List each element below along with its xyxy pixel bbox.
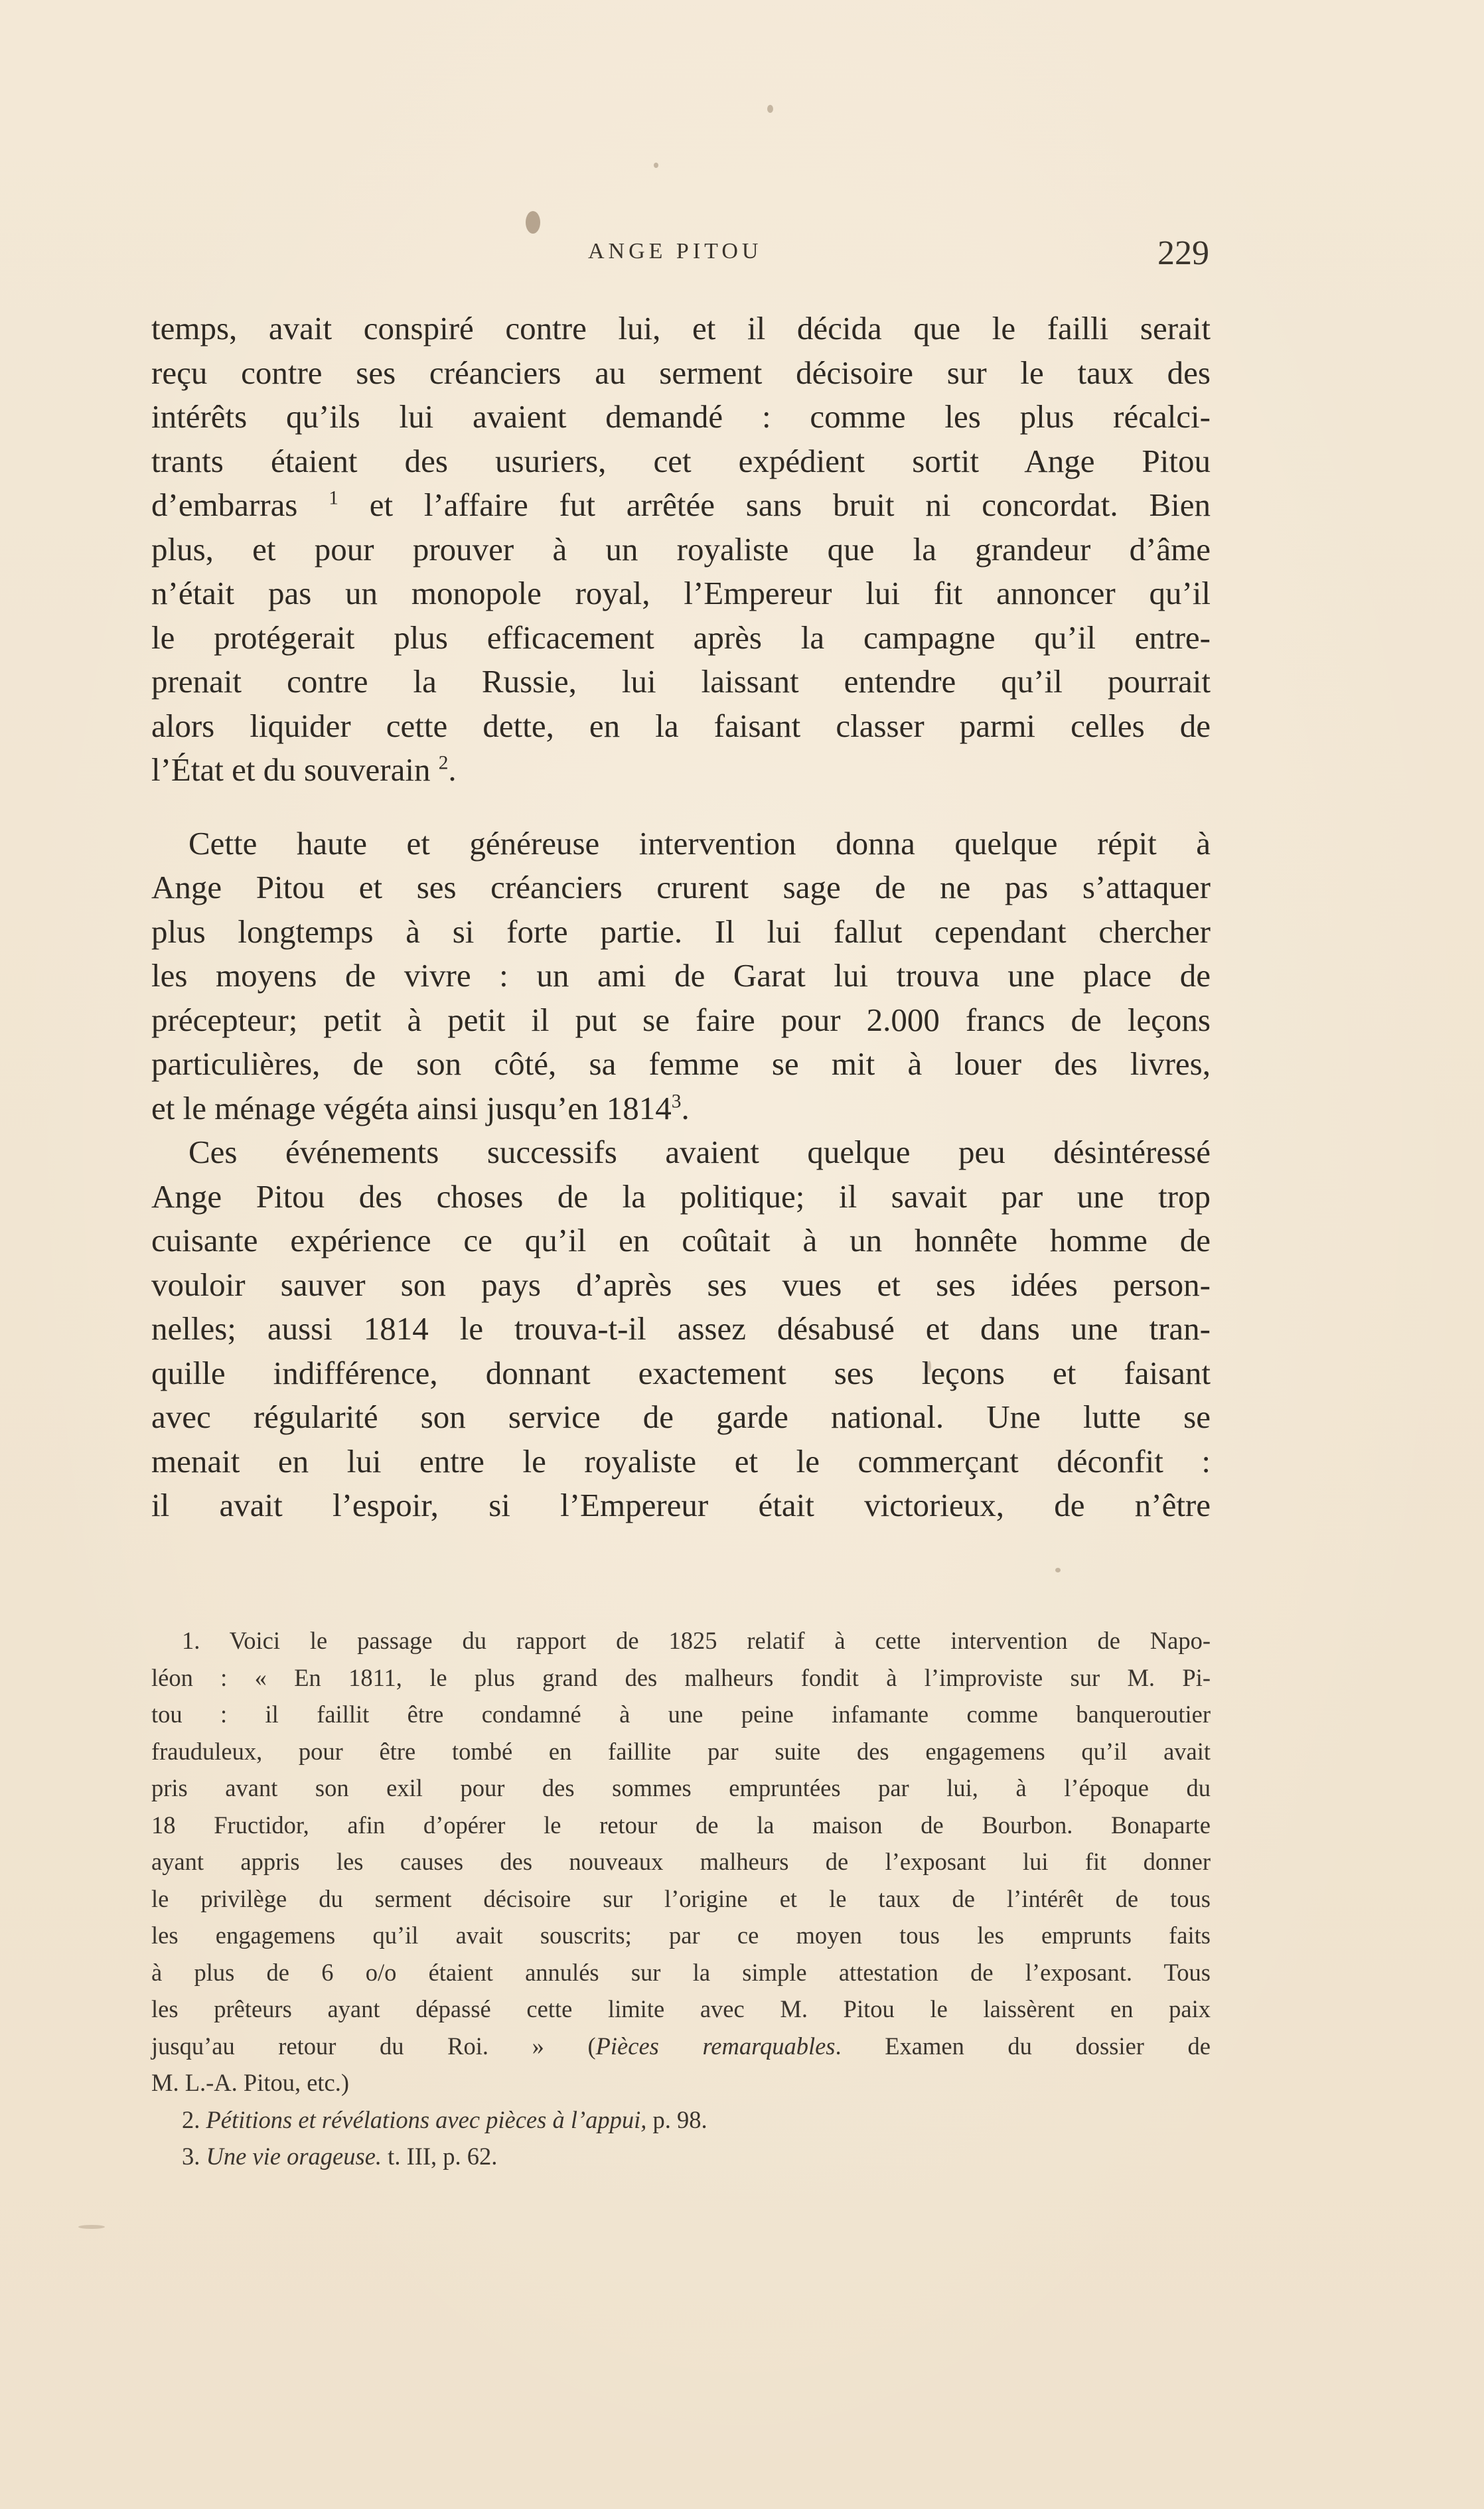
text-line: reçu contre ses créanciers au serment décisoire sur le taux des — [151, 354, 1211, 391]
footnote-ref-2: 2 — [438, 752, 449, 774]
text-fragment: t. III, p. 62. — [388, 2143, 498, 2170]
footnote-ref-3: 3 — [671, 1091, 682, 1112]
text-fragment: . — [681, 1089, 690, 1126]
footnote-line — [151, 2028, 1211, 2065]
text-line: Ange Pitou et ses créanciers crurent sage de ne pas s’attaquer — [151, 869, 1211, 905]
text-fragment: Ces événements successifs avaient quelque peu désintéressé — [188, 1134, 1211, 1170]
text-fragment: et le ménage végéta ainsi jusqu’en 1814 — [151, 1089, 672, 1126]
text-line: intérêts qu’ils lui avaient demandé : comme les plus récalci- — [151, 398, 1211, 435]
paragraph-gap — [151, 793, 1211, 822]
foxing-spot — [1055, 1568, 1061, 1572]
page-header — [153, 234, 1209, 280]
footnote-line: 18 Fructidor, afin d’opérer le retour de la maison de Bourbon. Bonaparte — [151, 1811, 1211, 1839]
footnotes — [151, 1622, 1211, 2175]
citation-title: Pétitions et révélations avec pièces à l’appui, — [206, 2105, 647, 2133]
text-fragment: Cette haute et généreuse intervention donna quelque répit à — [188, 824, 1211, 862]
text-line: nelles; aussi 1814 le trouva-t-il assez désabusé et dans une tran- — [151, 1310, 1211, 1347]
text-line: Ange Pitou des choses de la politique; il savait par une trop — [151, 1178, 1211, 1215]
footnote-line: les prêteurs ayant dépassé cette limite avec M. Pitou le laissèrent en paix — [151, 1995, 1211, 2022]
text-line — [151, 748, 1211, 793]
text-line: n’était pas un monopole royal, l’Empereur lui fit annoncer qu’il — [151, 575, 1211, 611]
text-line — [151, 822, 1211, 866]
footnote-line: M. L.-A. Pitou, etc.) — [151, 2069, 350, 2096]
footnote-line: à plus de 6 o/o étaient annulés sur la simple attestation de l’exposant. Tous — [151, 1958, 1211, 1986]
text-fragment: d’embarras — [151, 487, 298, 523]
text-line: trants étaient des usuriers, cet expédient sortit Ange Pitou — [151, 442, 1211, 479]
footnote-ref-1: 1 — [329, 487, 338, 509]
foxing-spot — [526, 211, 540, 234]
citation-title: Pièces remarquables — [595, 2032, 836, 2060]
text-line: avec régularité son service de garde national. Une lutte se — [151, 1399, 1211, 1435]
text-line — [151, 483, 1211, 528]
text-line: plus longtemps à si forte partie. Il lui fallut cependant chercher — [151, 913, 1211, 950]
footnote-line — [151, 1622, 1211, 1659]
footnote-line: le privilège du serment décisoire sur l’origine et le taux de l’intérêt de tous — [151, 1884, 1211, 1912]
text-line: particulières, de son côté, sa femme se mit à louer des livres, — [151, 1045, 1211, 1082]
text-line: prenait contre la Russie, lui laissant entendre qu’il pourrait — [151, 663, 1211, 700]
text-line: plus, et pour prouver à un royaliste que la grandeur d’âme — [151, 530, 1211, 568]
foxing-spot — [78, 2225, 105, 2229]
citation-title: Une vie orageuse. — [206, 2143, 382, 2170]
text-line: quille indifférence, donnant exactement ses leçons et faisant — [151, 1354, 1211, 1391]
text-line: cuisante expérience ce qu’il en coûtait à un honnête homme de — [151, 1222, 1211, 1258]
text-fragment: . — [448, 751, 457, 788]
footnote-line: frauduleux, pour être tombé en faillite par suite des engagemens qu’il avait — [151, 1737, 1211, 1765]
foxing-spot — [654, 163, 658, 168]
text-line: temps, avait conspiré contre lui, et il décida que le failli serait — [151, 310, 1211, 346]
footnote-2 — [151, 2101, 1211, 2139]
running-title: ANGE PITOU — [588, 239, 763, 264]
footnote-line: les engagemens qu’il avait souscrits; par ce moyen tous les emprunts faits — [151, 1922, 1211, 1949]
text-line: le protégerait plus efficacement après la campagne qu’il entre- — [151, 619, 1211, 656]
text-fragment: et l’affaire fut arrêtée sans bruit ni concordat. Bien — [369, 487, 1211, 523]
page-number: 229 — [1157, 234, 1209, 272]
text-fragment: p. 98. — [652, 2105, 707, 2133]
footnote-line: ayant appris les causes des nouveaux malheurs de l’exposant lui fit donner — [151, 1848, 1211, 1875]
text-fragment: 1. Voici le passage du rapport de 1825 relatif à cette intervention de Napo- — [182, 1627, 1211, 1654]
text-line: il avait l’espoir, si l’Empereur était victorieux, de n’être — [151, 1487, 1211, 1523]
text-line: les moyens de vivre : un ami de Garat lui trouva une place de — [151, 957, 1211, 994]
foxing-spot — [767, 105, 773, 113]
text-fragment: . Examen du dossier de — [835, 2032, 1211, 2060]
text-fragment: jusqu’au retour du Roi. » ( — [151, 2032, 596, 2060]
text-line: menait en lui entre le royaliste et le commerçant déconfit : — [151, 1442, 1211, 1480]
text-line — [151, 1130, 1211, 1175]
footnote-line: pris avant son exil pour des sommes empruntées par lui, à l’époque du — [151, 1774, 1211, 1801]
text-line: précepteur; petit à petit il put se faire pour 2.000 francs de leçons — [151, 1001, 1211, 1038]
text-fragment: l’État et du souverain — [151, 751, 431, 788]
text-line: vouloir sauver son pays d’après ses vues et ses idées person- — [151, 1266, 1211, 1303]
main-text — [151, 307, 1211, 1528]
footnote-line: tou : il faillit être condamné à une peine infamante comme banqueroutier — [151, 1701, 1211, 1728]
footnote-number: 2. — [182, 2105, 200, 2133]
footnote-3 — [151, 2138, 1211, 2175]
footnote-number: 3. — [182, 2143, 200, 2170]
footnote-line: léon : « En 1811, le plus grand des malheurs fondit à l’improviste sur M. Pi- — [151, 1663, 1211, 1691]
text-line — [151, 1087, 1211, 1131]
text-line: alors liquider cette dette, en la faisant classer parmi celles de — [151, 707, 1211, 744]
